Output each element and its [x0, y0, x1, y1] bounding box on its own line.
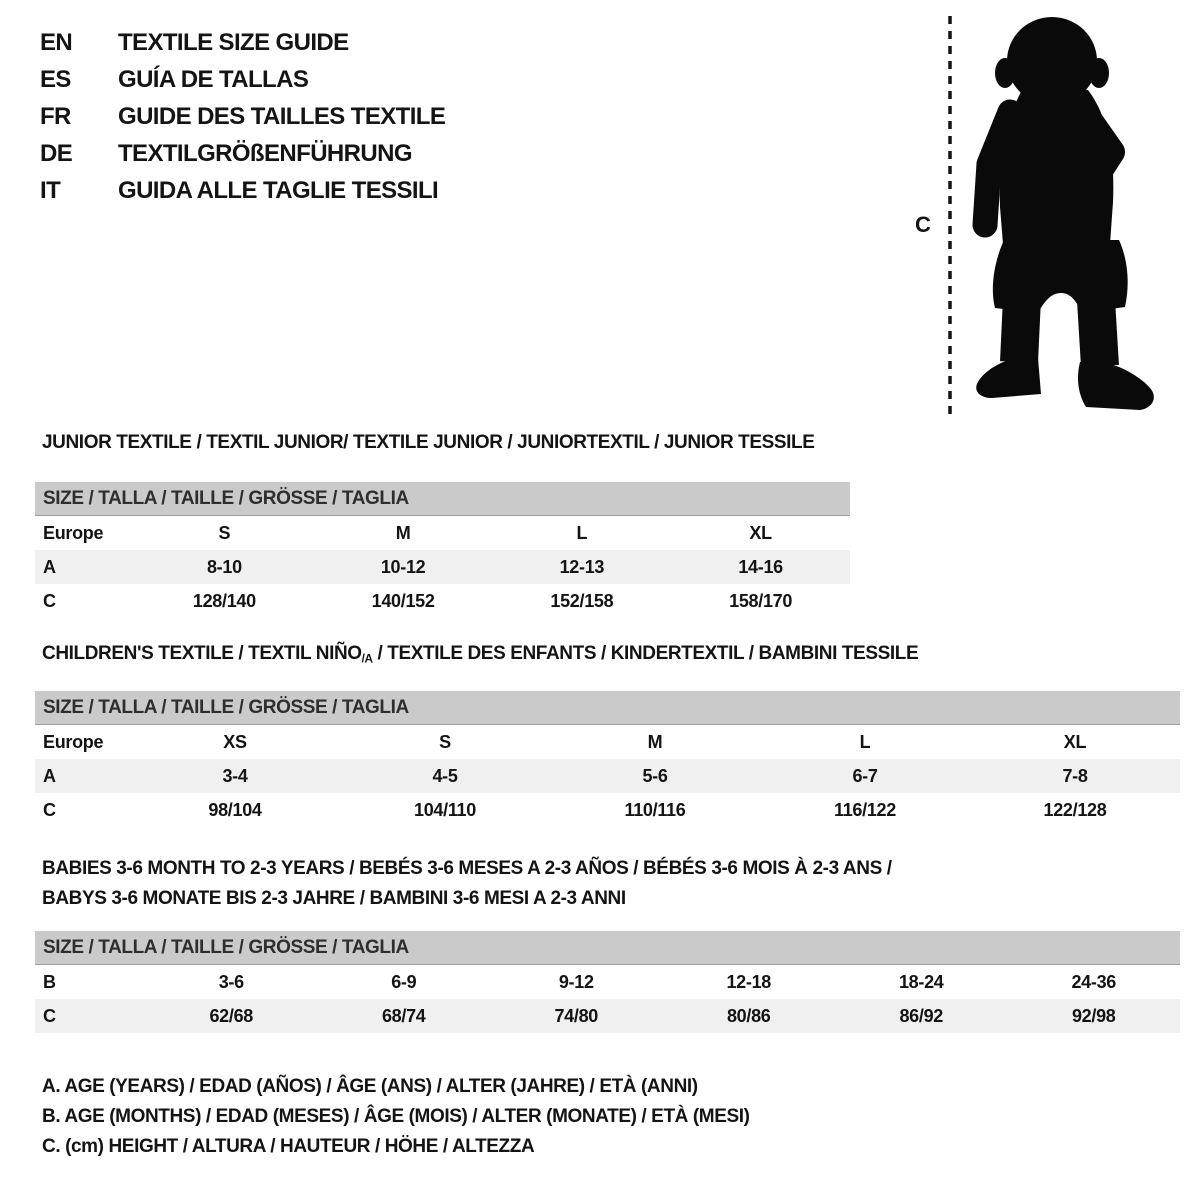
row-label: Europe — [43, 731, 104, 752]
age-cell: 3-6 — [218, 971, 244, 992]
height-cell: 110/116 — [624, 799, 686, 820]
height-measure-label: C — [915, 212, 931, 237]
babies-heading-line2: BABYS 3-6 MONATE BIS 2-3 JAHRE / BAMBINI 3-6 MESI A 2-3 ANNI — [42, 888, 626, 909]
height-cell: 68/74 — [318, 999, 491, 1033]
size-cell: L — [576, 522, 588, 543]
babies-heading-line1: BABIES 3-6 MONTH TO 2-3 YEARS / BEBÉS 3-6 MESES A 2-3 AÑOS / BÉBÉS 3-6 MOIS À 2-3 ANS / — [42, 858, 892, 879]
size-cell: XS — [223, 731, 247, 752]
table-row-europe — [35, 516, 850, 551]
heading-text: CHILDREN'S TEXTILE / TEXTIL NIÑO — [42, 643, 362, 664]
size-cell: XL — [749, 522, 772, 543]
height-cell: 152/158 — [550, 590, 614, 611]
language-row-de — [40, 135, 445, 172]
age-cell: 12-18 — [726, 971, 772, 992]
row-label: C — [43, 799, 56, 820]
size-cell: S — [439, 731, 451, 752]
legend — [42, 1072, 750, 1162]
age-cell: 10-12 — [314, 550, 493, 584]
height-cell: 104/110 — [414, 799, 476, 820]
legend-line-b: B. AGE (MONTHS) / EDAD (MESES) / ÂGE (MOIS) / ALTER (MONATE) / ETÀ (MESI) — [42, 1106, 750, 1127]
babies-size-table — [35, 931, 1180, 1033]
age-cell: 24-36 — [1071, 971, 1117, 992]
height-cell: 140/152 — [371, 590, 435, 611]
table-row-height — [35, 584, 850, 618]
height-cell: 122/128 — [1043, 799, 1107, 820]
age-cell: 14-16 — [671, 550, 850, 584]
height-cell: 80/86 — [663, 999, 836, 1033]
row-label: Europe — [43, 522, 104, 543]
height-cell: 98/104 — [208, 799, 262, 820]
age-cell: 6-7 — [760, 759, 970, 793]
guide-title-de: TEXTILGRÖßENFÜHRUNG — [118, 140, 412, 167]
age-cell: 9-12 — [558, 971, 594, 992]
guide-title-en: TEXTILE SIZE GUIDE — [118, 29, 349, 56]
language-row-en — [40, 24, 445, 61]
size-cell: XL — [1063, 731, 1087, 752]
size-cell: L — [859, 731, 871, 752]
row-label: A — [35, 550, 135, 584]
height-cell: 62/68 — [145, 999, 318, 1033]
size-header-bar: SIZE / TALLA / TAILLE / GRÖSSE / TAGLIA — [35, 482, 850, 516]
babies-section-heading — [42, 854, 892, 914]
junior-section-heading: JUNIOR TEXTILE / TEXTIL JUNIOR/ TEXTILE JUNIOR / JUNIORTEXTIL / JUNIOR TESSILE — [42, 432, 815, 453]
age-cell: 12-13 — [493, 550, 672, 584]
row-label: C — [43, 590, 56, 611]
age-cell: 7-8 — [970, 759, 1180, 793]
age-cell: 8-10 — [135, 550, 314, 584]
language-row-it — [40, 172, 445, 209]
size-header-bar: SIZE / TALLA / TAILLE / GRÖSSE / TAGLIA — [35, 931, 1180, 965]
table-row-age — [35, 759, 1180, 793]
childrens-section-heading — [42, 643, 918, 665]
row-label: C — [35, 999, 145, 1033]
legend-line-a: A. AGE (YEARS) / EDAD (AÑOS) / ÂGE (ANS) / ALTER (JAHRE) / ETÀ (ANNI) — [42, 1076, 698, 1097]
language-row-fr — [40, 98, 445, 135]
age-cell: 18-24 — [898, 971, 944, 992]
height-cell: 92/98 — [1008, 999, 1181, 1033]
height-cell: 74/80 — [490, 999, 663, 1033]
guide-title-it: GUIDA ALLE TAGLIE TESSILI — [118, 177, 439, 204]
height-cell: 158/170 — [729, 590, 793, 611]
size-cell: M — [647, 731, 663, 752]
age-cell: 5-6 — [550, 759, 760, 793]
language-code: FR — [40, 103, 71, 130]
language-code: EN — [40, 29, 73, 56]
table-row-height — [35, 793, 1180, 827]
language-code: IT — [40, 177, 61, 204]
size-header-bar: SIZE / TALLA / TAILLE / GRÖSSE / TAGLIA — [35, 691, 1180, 725]
language-row-es — [40, 61, 445, 98]
junior-size-table — [35, 482, 850, 618]
table-row-europe — [35, 725, 1180, 760]
height-cell: 128/140 — [192, 590, 256, 611]
childrens-size-table — [35, 691, 1180, 827]
heading-text: / TEXTILE DES ENFANTS / KINDERTEXTIL / BAMBINI TESSILE — [372, 643, 919, 664]
row-label: A — [35, 759, 130, 793]
table-row-age-months — [35, 965, 1180, 1000]
row-label: B — [43, 971, 56, 992]
heading-subscript: /A — [361, 652, 373, 666]
legend-line-c: C. (cm) HEIGHT / ALTURA / HAUTEUR / HÖHE / ALTEZZA — [42, 1136, 535, 1157]
height-cell: 116/122 — [834, 799, 896, 820]
height-measure-figure — [915, 12, 1177, 424]
age-cell: 4-5 — [340, 759, 550, 793]
age-cell: 6-9 — [391, 971, 417, 992]
table-row-height — [35, 999, 1180, 1033]
age-cell: 3-4 — [130, 759, 340, 793]
height-cell: 86/92 — [835, 999, 1008, 1033]
language-code: ES — [40, 66, 71, 93]
language-list — [40, 24, 445, 209]
guide-title-fr: GUIDE DES TAILLES TEXTILE — [118, 103, 446, 130]
language-code: DE — [40, 140, 73, 167]
toddler-silhouette-icon — [915, 12, 1177, 424]
size-cell: S — [218, 522, 231, 543]
size-cell: M — [395, 522, 411, 543]
guide-title-es: GUÍA DE TALLAS — [118, 66, 309, 93]
table-row-age — [35, 550, 850, 584]
